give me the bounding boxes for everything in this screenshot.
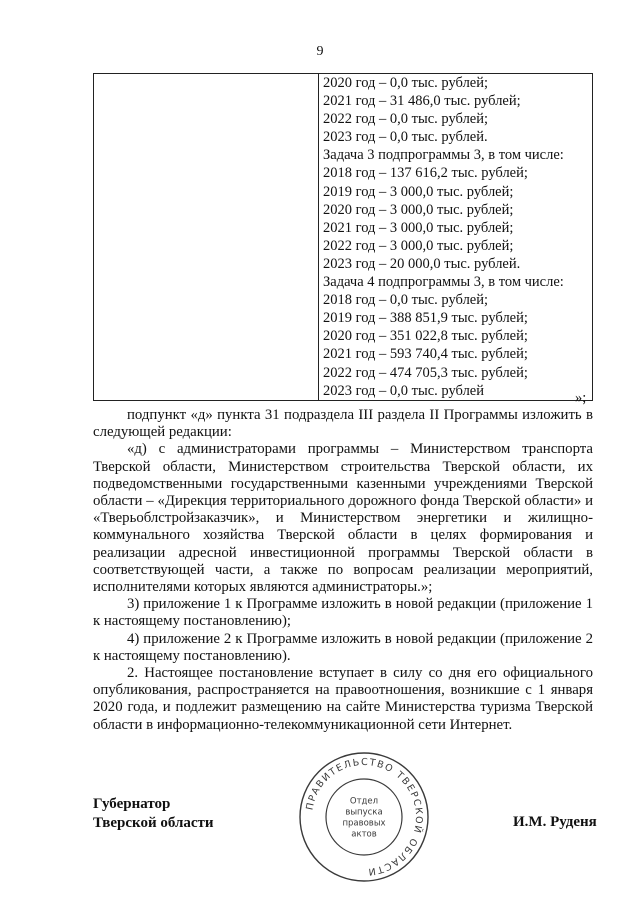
table-line: 2022 год – 474 705,3 тыс. рублей;: [323, 364, 528, 381]
table-line: 2018 год – 0,0 тыс. рублей;: [323, 292, 489, 309]
official-stamp: [297, 750, 431, 884]
table-line: 2019 год – 3 000,0 тыс. рублей;: [323, 183, 514, 200]
stamp-center-line: Отдел: [349, 796, 379, 807]
table-left-cell: [94, 74, 319, 401]
stamp-center-line: выпуска: [345, 807, 383, 818]
table-line: 2021 год – 3 000,0 тыс. рублей;: [323, 219, 514, 236]
signer-name: И.М. Руденя: [513, 814, 597, 830]
table-line: 2023 год – 20 000,0 тыс. рублей.: [323, 255, 521, 272]
paragraph-effective-date: 2. Настоящее постановление вступает в силу со дня его официального опубликования, распространяется на правоотношения, возникшие с 1 января 2020 года, и подлежит размещению на сайте Министерства туризма Тверской области в информационно-телекоммуникационной сети Интернет.: [93, 665, 593, 733]
table-line: 2019 год – 388 851,9 тыс. рублей;: [323, 310, 528, 327]
budget-table: [93, 73, 593, 401]
table-line: 2020 год – 351 022,8 тыс. рублей;: [323, 328, 528, 345]
table-line: 2021 год – 593 740,4 тыс. рублей;: [323, 346, 528, 363]
page-number: 9: [316, 44, 324, 59]
paragraph-subpoint-d: подпункт «д» пункта 31 подраздела III раздела II Программы изложить в следующей редакции:: [93, 407, 593, 441]
signer-title: [93, 795, 214, 833]
table-line: 2021 год – 31 486,0 тыс. рублей;: [323, 93, 521, 110]
paragraph-appendix-1: 3) приложение 1 к Программе изложить в новой редакции (приложение 1 к настоящему постановлению);: [93, 596, 593, 630]
paragraph-administrators: «д) с администраторами программы – Министерством транспорта Тверской области, Министерством строительства Тверской области, их подведомственными государственными казенными учреждениями Тверской области – «Дирекция территориального дорожного фонда Тверской области» и «Тверьоблстройзаказчик», и Министерством энергетики и жилищно-коммунального хозяйства Тверской области в целях формирования и реализации адресной инвестиционной программы Тверской области в соответствующей части, а также по вопросам реализации мероприятий, исполнителями которых являются администраторы.»;: [93, 441, 593, 596]
table-right-cell: [319, 74, 593, 401]
table-line: 2020 год – 3 000,0 тыс. рублей;: [323, 201, 514, 218]
table-line: 2022 год – 3 000,0 тыс. рублей;: [323, 237, 514, 254]
stamp-center-line: правовых: [342, 818, 386, 829]
table-line: Задача 4 подпрограммы 3, в том числе:: [323, 274, 564, 291]
stamp-ring-text: ПРАВИТЕЛЬСТВО ТВЕРСКОЙ ОБЛАСТИ: [304, 756, 425, 878]
signer-title-line: Губернатор: [93, 796, 171, 812]
table-line: Задача 3 подпрограммы 3, в том числе:: [323, 147, 564, 164]
table-line: 2023 год – 0,0 тыс. рублей.: [323, 129, 488, 146]
table-line: 2018 год – 137 616,2 тыс. рублей;: [323, 165, 528, 182]
paragraph-appendix-2: 4) приложение 2 к Программе изложить в новой редакции (приложение 2 к настоящему постановлению).: [93, 630, 593, 664]
body-text: [93, 407, 593, 734]
table-line: 2022 год – 0,0 тыс. рублей;: [323, 111, 489, 128]
closing-quote: »;: [575, 390, 587, 406]
stamp-center-line: актов: [351, 829, 377, 840]
table-line: 2023 год – 0,0 тыс. рублей: [323, 382, 485, 399]
table-line: 2020 год – 0,0 тыс. рублей;: [323, 75, 489, 91]
signer-title-line: Тверской области: [93, 815, 214, 831]
